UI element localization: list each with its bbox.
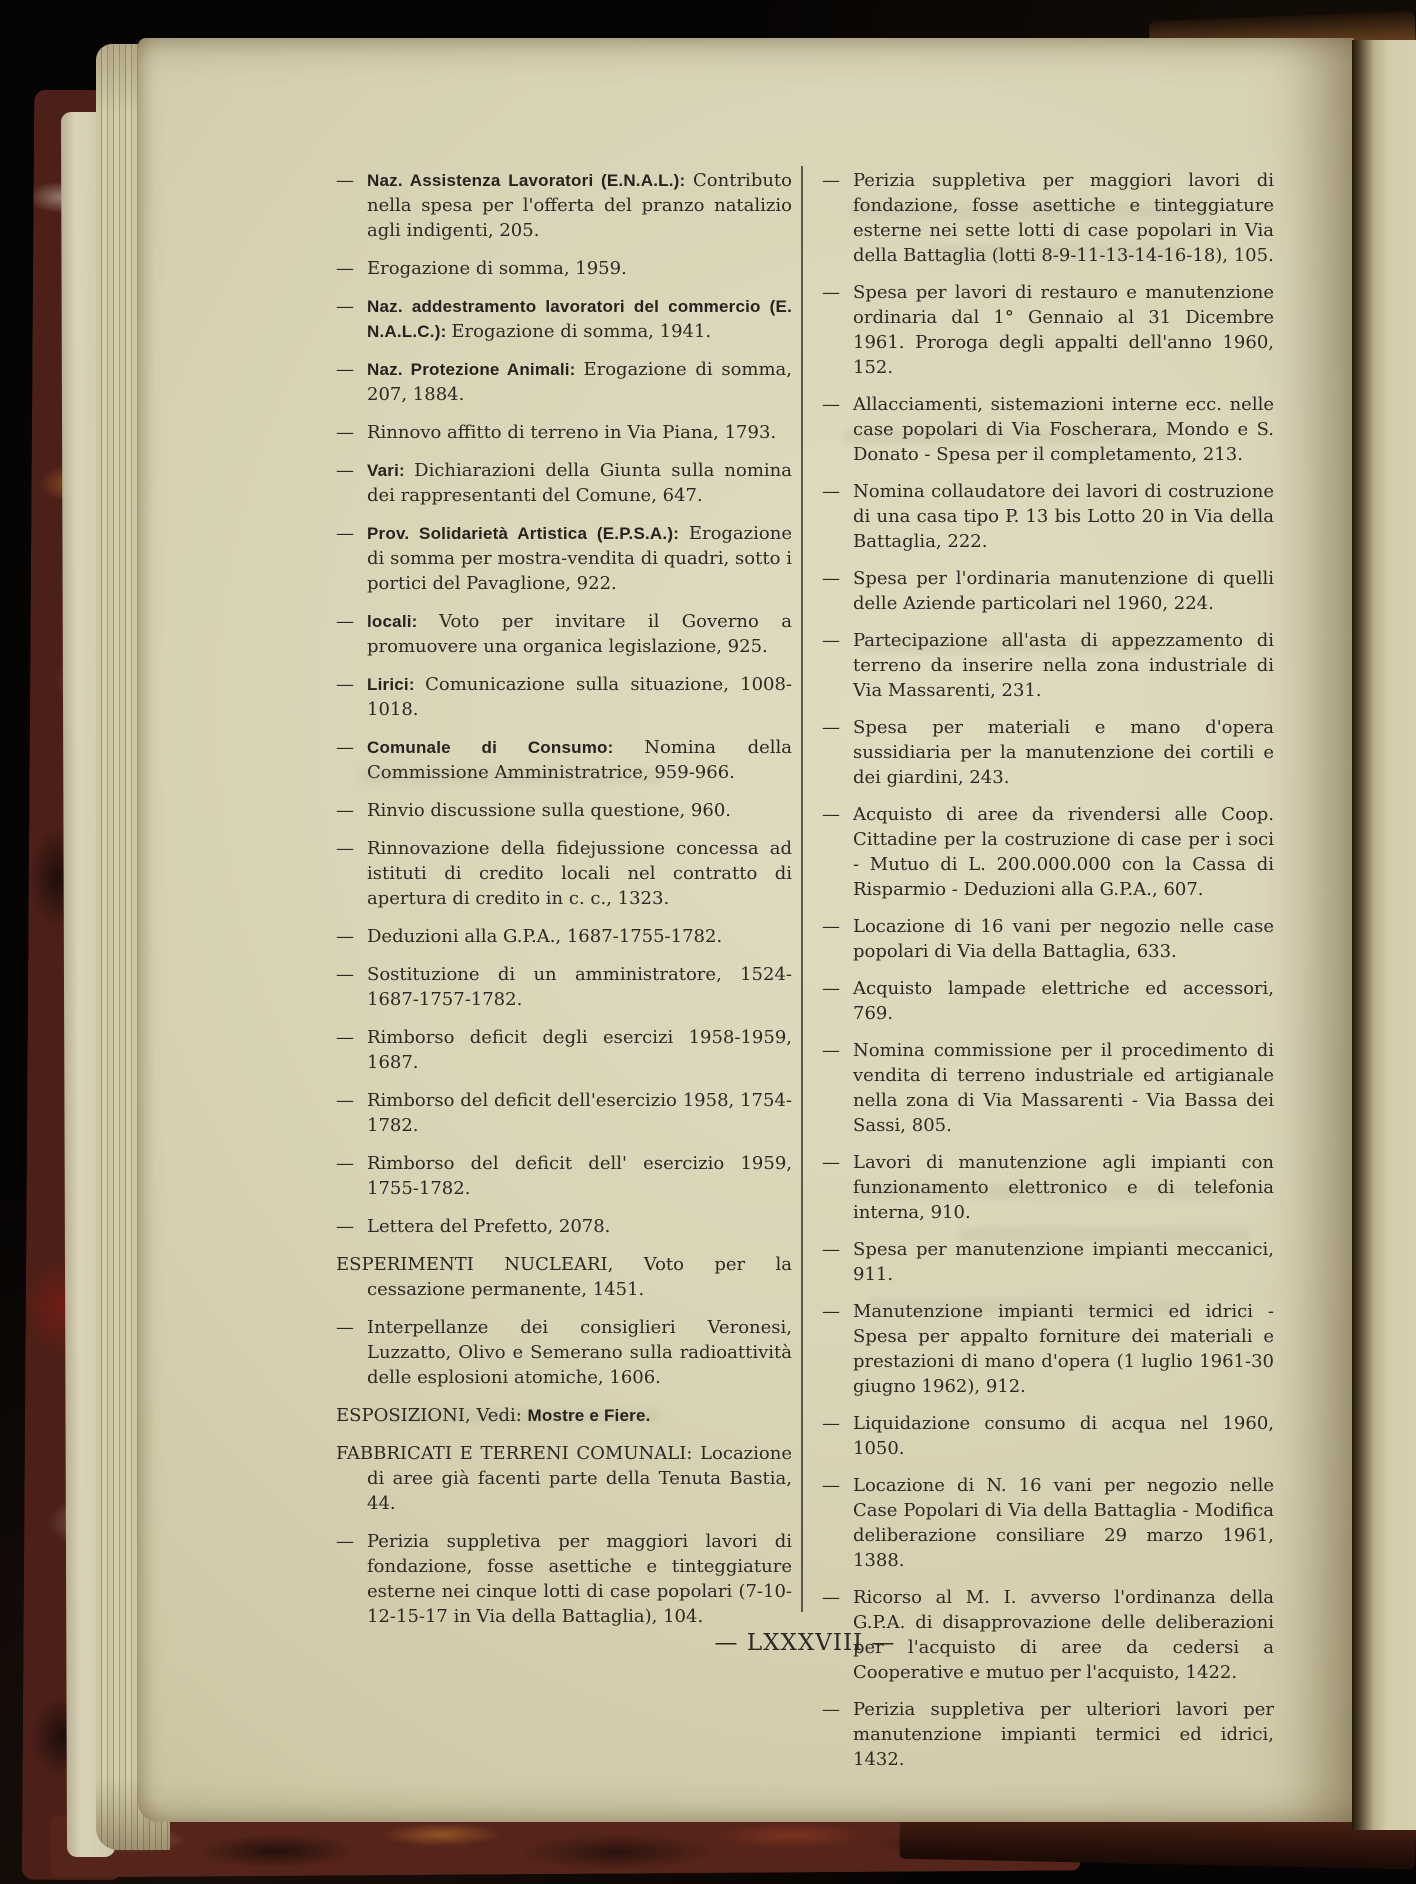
entry-dash: — [822, 1475, 840, 1496]
index-column-right [822, 168, 1274, 1784]
index-entry [336, 1403, 792, 1428]
entry-text: Nomina della Commissione Amministratrice, 959-966. [367, 737, 792, 783]
entry-dash: — [336, 523, 354, 544]
entry-text: Spesa per materiali e mano d'opera sussidiaria per la manutenzione dei cortili e dei giardini, 243. [853, 717, 1274, 788]
entry-text: Erogazione di somma per mostra-vendita di quadri, sotto i portici del Pavaglione, 922. [367, 523, 792, 594]
entry-dash: — [336, 674, 354, 695]
entry-text: Rinvio discussione sulla questione, 960. [367, 800, 732, 821]
index-entry [822, 392, 1274, 467]
entry-text: Rinnovazione della fidejussione concessa ad istituti di credito locali nel contratto di apertura di credito in c. c., 1323. [367, 838, 792, 909]
index-entry [336, 672, 792, 722]
index-entry [336, 962, 792, 1012]
index-entry [822, 1411, 1274, 1461]
index-entry [336, 1214, 792, 1239]
index-entry [336, 256, 792, 281]
entry-text: Acquisto lampade elettriche ed accessori, 769. [853, 978, 1274, 1024]
entry-text: ESPOSIZIONI, Vedi: [336, 1405, 528, 1426]
entry-headword: Mostre e Fiere. [527, 1406, 651, 1425]
entry-dash: — [336, 1027, 354, 1048]
entry-headword: Comunale di Consumo: [367, 738, 645, 757]
entry-dash: — [822, 916, 840, 937]
entry-dash: — [822, 717, 840, 738]
entry-text: Spesa per lavori di restauro e manutenzione ordinaria dal 1° Gennaio al 31 Dicembre 1961. Proroga degli appalti dell'anno 1960, 152. [853, 282, 1274, 378]
entry-dash: — [336, 926, 354, 947]
index-entry [822, 1150, 1274, 1225]
entry-dash: — [822, 170, 840, 191]
index-entry [336, 735, 792, 785]
index-entry [822, 280, 1274, 380]
index-entry [822, 715, 1274, 790]
page-number: — LXXXVIII — [714, 1630, 896, 1656]
entry-text: Locazione di N. 16 vani per negozio nelle Case Popolari di Via della Battaglia - Modifica deliberazione consiliare 29 marzo 1961, 1388. [853, 1475, 1274, 1571]
entry-dash: — [336, 1216, 354, 1237]
entry-dash: — [336, 611, 354, 632]
index-entry [336, 924, 792, 949]
entry-dash: — [336, 1153, 354, 1174]
index-entry [822, 168, 1274, 268]
entry-dash: — [822, 630, 840, 651]
entry-text: Locazione di 16 vani per negozio nelle case popolari di Via della Battaglia, 633. [853, 916, 1274, 962]
entry-text: Nomina commissione per il procedimento di vendita di terreno industriale ed artigianale nella zona di Via Massarenti - Via Bassa dei Sassi, 805. [853, 1040, 1274, 1136]
entry-text: Nomina collaudatore dei lavori di costruzione di una casa tipo P. 13 bis Lotto 20 in Via della Battaglia, 222. [853, 481, 1274, 552]
entry-dash: — [822, 1699, 840, 1720]
index-entry [336, 609, 792, 659]
index-entry [336, 1315, 792, 1390]
entry-text: Rimborso deficit degli esercizi 1958-1959, 1687. [367, 1027, 792, 1073]
index-entry [336, 836, 792, 911]
entry-text: Interpellanze dei consiglieri Veronesi, Luzzatto, Olivo e Semerano sulla radioattività delle esplosioni atomiche, 1606. [367, 1317, 792, 1388]
entry-dash: — [336, 170, 354, 191]
entry-dash: — [336, 359, 354, 380]
entry-text: Deduzioni alla G.P.A., 1687-1755-1782. [367, 926, 723, 947]
entry-headword: Naz. addestramento lavoratori del commercio (E. N.A.L.C.): [367, 297, 792, 341]
entry-dash: — [822, 1040, 840, 1061]
entry-dash: — [336, 422, 354, 443]
entry-headword: Vari: [367, 461, 415, 480]
entry-dash: — [336, 258, 354, 279]
entry-text: Spesa per l'ordinaria manutenzione di quelli delle Aziende particolari nel 1960, 224. [853, 568, 1274, 614]
facing-page-edge [1352, 40, 1416, 1830]
entry-text: Lavori di manutenzione agli impianti con funzionamento elettronico e di telefonia interna, 910. [853, 1152, 1274, 1223]
entry-text: Partecipazione all'asta di appezzamento di terreno da inserire nella zona industriale di Via Massarenti, 231. [853, 630, 1274, 701]
entry-dash: — [336, 964, 354, 985]
entry-dash: — [336, 737, 354, 758]
entry-text: ESPERIMENTI NUCLEARI, Voto per la cessazione permanente, 1451. [336, 1254, 792, 1300]
index-entry [336, 1151, 792, 1201]
entry-text: Rimborso del deficit dell'esercizio 1958, 1754-1782. [367, 1090, 792, 1136]
index-entry [822, 479, 1274, 554]
index-entry [822, 1697, 1274, 1772]
entry-dash: — [822, 282, 840, 303]
entry-text: Perizia suppletiva per ulteriori lavori per manutenzione impianti termici ed idrici, 1432. [853, 1699, 1274, 1770]
entry-text: Rinnovo affitto di terreno in Via Piana, 1793. [367, 422, 777, 443]
entry-dash: — [336, 838, 354, 859]
entry-dash: — [822, 1587, 840, 1608]
entry-text: Voto per invitare il Governo a promuovere una organica legislazione, 925. [367, 611, 792, 657]
entry-text: Acquisto di aree da rivendersi alle Coop. Cittadine per la costruzione di case per i soci - Mutuo di L. 200.000.000 con la Cassa di Risparmio - Deduzioni alla G.P.A., 607. [853, 804, 1274, 900]
entry-dash: — [336, 460, 354, 481]
index-entry [336, 168, 792, 243]
entry-text: Ricorso al M. I. avverso l'ordinanza della G.P.A. di disapprovazione delle deliberazioni per l'acquisto di aree da cedersi a Cooperative e mutuo per l'acquisto, 1422. [853, 1587, 1274, 1683]
index-entry [822, 1299, 1274, 1399]
entry-dash: — [822, 1413, 840, 1434]
entry-dash: — [822, 1239, 840, 1260]
index-entry [822, 1237, 1274, 1287]
index-entry [336, 1529, 792, 1629]
entry-text: Allacciamenti, sistemazioni interne ecc. nelle case popolari di Via Foscherara, Mondo e S. Donato - Spesa per il completamento, 213. [853, 394, 1274, 465]
entry-headword: Lirici: [367, 675, 426, 694]
entry-text: FABBRICATI E TERRENI COMUNALI: Locazione di aree già facenti parte della Tenuta Bastia, 44. [336, 1443, 792, 1514]
index-entry [822, 566, 1274, 616]
index-entry [336, 798, 792, 823]
entry-dash: — [336, 1090, 354, 1111]
entry-dash: — [822, 481, 840, 502]
entry-dash: — [336, 1317, 354, 1338]
index-entry [822, 802, 1274, 902]
entry-headword: Naz. Protezione Animali: [367, 360, 584, 379]
index-entry [336, 1441, 792, 1516]
entry-text: Erogazione di somma, 1959. [367, 258, 627, 279]
entry-text: Lettera del Prefetto, 2078. [367, 1216, 611, 1237]
index-entry [336, 521, 792, 596]
column-divider [801, 166, 803, 1612]
entry-dash: — [822, 568, 840, 589]
entry-text: Erogazione di somma, 207, 1884. [367, 359, 792, 405]
index-entry [822, 1473, 1274, 1573]
entry-text: Comunicazione sulla situazione, 1008-1018. [367, 674, 793, 720]
entry-text: Spesa per manutenzione impianti meccanici, 911. [853, 1239, 1274, 1285]
index-column-left [336, 168, 792, 1642]
entry-dash: — [822, 804, 840, 825]
entry-text: Rimborso del deficit dell' esercizio 1959, 1755-1782. [367, 1153, 792, 1199]
entry-text: Perizia suppletiva per maggiori lavori di fondazione, fosse asettiche e tinteggiature esterne nei sette lotti di case popolari in Via della Battaglia (lotti 8-9-11-13-14-16-18), 105. [853, 170, 1274, 266]
index-entry [336, 1252, 792, 1302]
index-entry [822, 1038, 1274, 1138]
index-entry [822, 914, 1274, 964]
index-entry [336, 420, 792, 445]
entry-dash: — [336, 800, 354, 821]
entry-dash: — [822, 394, 840, 415]
entry-text: Sostituzione di un amministratore, 1524-1687-1757-1782. [367, 964, 792, 1010]
index-entry [822, 976, 1274, 1026]
entry-text: Erogazione di somma, 1941. [451, 321, 712, 342]
index-entry [336, 1025, 792, 1075]
entry-dash: — [336, 296, 354, 317]
entry-headword: locali: [367, 612, 440, 631]
entry-text: Perizia suppletiva per maggiori lavori di fondazione, fosse asettiche e tinteggiature esterne nei cinque lotti di case popolari (7-10-12-15-17 in Via della Battaglia), 104. [367, 1531, 792, 1627]
entry-headword: Naz. Assistenza Lavoratori (E.N.A.L.): [367, 171, 694, 190]
entry-text: Manutenzione impianti termici ed idrici - Spesa per appalto forniture dei materiali e prestazioni di mano d'opera (1 luglio 1961-30 giugno 1962), 912. [853, 1301, 1274, 1397]
index-entry [336, 1088, 792, 1138]
index-entry [336, 294, 792, 344]
entry-text: Liquidazione consumo di acqua nel 1960, 1050. [853, 1413, 1274, 1459]
entry-text: Dichiarazioni della Giunta sulla nomina dei rappresentanti del Comune, 647. [367, 460, 792, 506]
entry-dash: — [822, 1152, 840, 1173]
index-entry [336, 458, 792, 508]
index-entry [822, 628, 1274, 703]
entry-text: Contributo nella spesa per l'offerta del pranzo natalizio agli indigenti, 205. [367, 170, 792, 241]
entry-headword: Prov. Solidarietà Artistica (E.P.S.A.): [367, 524, 689, 543]
entry-dash: — [822, 1301, 840, 1322]
index-entry [336, 357, 792, 407]
entry-dash: — [822, 978, 840, 999]
entry-dash: — [336, 1531, 354, 1552]
